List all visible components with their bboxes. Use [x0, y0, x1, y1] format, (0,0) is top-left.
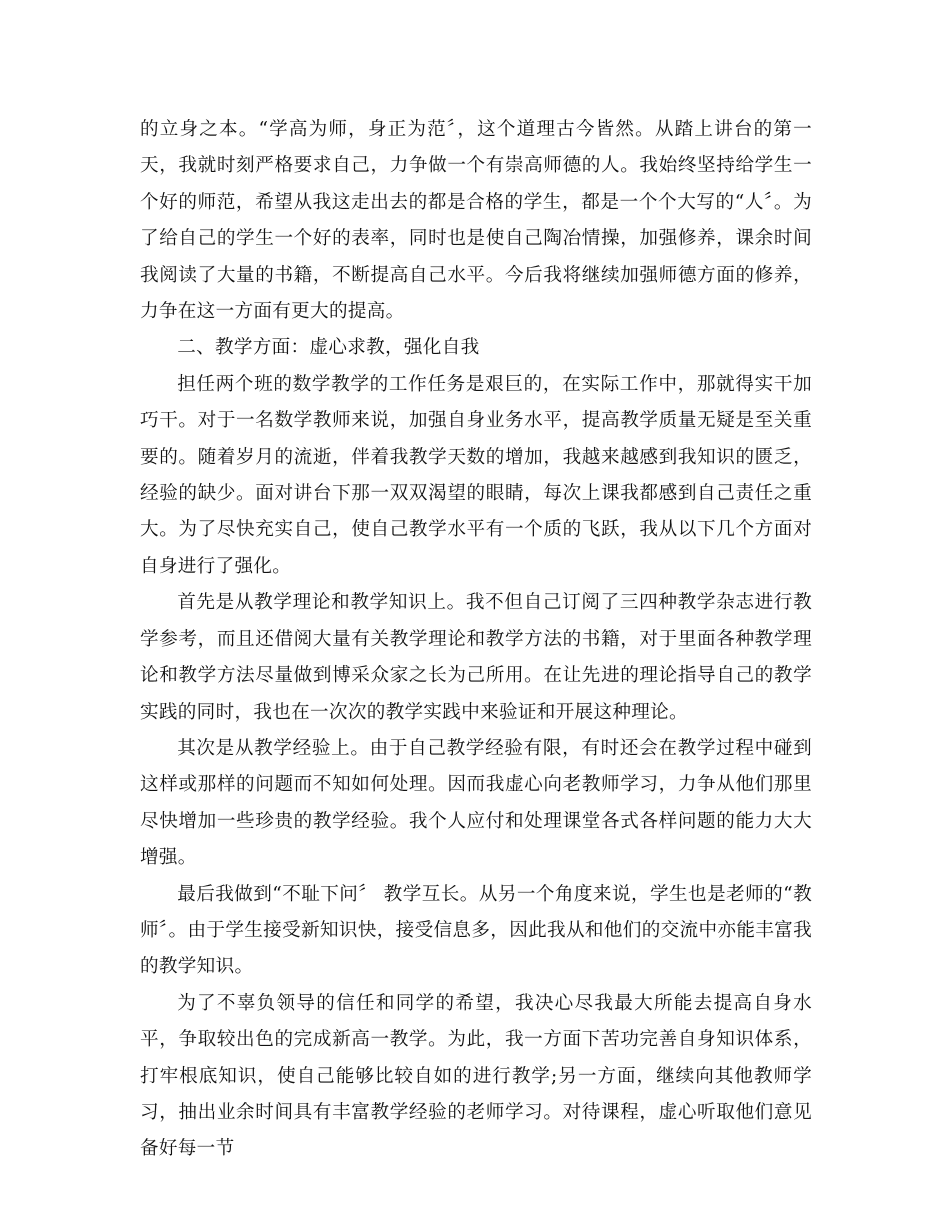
paragraph-teacher-ethics: 的立身之本。“学高为师，身正为范〞，这个道理古今皆然。从踏上讲台的第一天，我就时刻严格要求自己，力争做一个有崇高师德的人。我始终坚持给学生一个好的师范，希望从我这走出去的都是合格的学生，都是一个个大写的“人〞。为了给自己的学生一个好的表率，同时也是使自己陶冶情操，加强修养，课余时间我阅读了大量的书籍，不断提高自己水平。今后我将继续加强师德方面的修养，力争在这一方面有更大的提高。	[140, 119, 812, 323]
section-heading-teaching: 二、教学方面：虚心求教，强化自我	[177, 337, 480, 359]
paragraph-teaching-experience: 其次是从教学经验上。由于自己教学经验有限，有时还会在教学过程中碰到这样或那样的问题而不知如何处理。因而我虚心向老教师学习，力争从他们那里尽快增加一些珍贵的教学经验。我个人应付和处理课堂各式各样问题的能力大大增强。	[140, 737, 812, 869]
paragraph-teaching-task: 担任两个班的数学教学的工作任务是艰巨的，在实际工作中，那就得实干加巧干。对于一名数学教师来说，加强自身业务水平，提高教学质量无疑是至关重要的。随着岁月的流逝，伴着我教学天数的增加，我越来越感到我知识的匮乏，经验的缺少。面对讲台下那一双双渴望的眼睛，每次上课我都感到自己责任之重大。为了尽快充实自己，使自己教学水平有一个质的飞跃，我从以下几个方面对自身进行了强化。	[140, 373, 812, 577]
paragraph-future-plans: 为了不辜负领导的信任和同学的希望，我决心尽我最大所能去提高自身水平，争取较出色的完成新高一教学。为此，我一方面下苦功完善自身知识体系，打牢根底知识，使自己能够比较自如的进行教学;另一方面，继续向其他教师学习，抽出业余时间具有丰富教学经验的老师学习。对待课程，虚心听取他们意见备好每一节	[140, 992, 812, 1160]
paragraph-learn-from-students: 最后我做到“不耻下问〞 教学互长。从另一个角度来说，学生也是老师的“教师〞。由于学生接受新知识快，接受信息多，因此我从和他们的交流中亦能丰富我的教学知识。	[140, 883, 812, 978]
document-body	[140, 112, 812, 1168]
paragraph-theory-knowledge: 首先是从教学理论和教学知识上。我不但自己订阅了三四种教学杂志进行教学参考，而且还借阅大量有关教学理论和教学方法的书籍，对于里面各种教学理论和教学方法尽量做到博采众家之长为己所用。在让先进的理论指导自己的教学实践的同时，我也在一次次的教学实践中来验证和开展这种理论。	[140, 592, 812, 723]
